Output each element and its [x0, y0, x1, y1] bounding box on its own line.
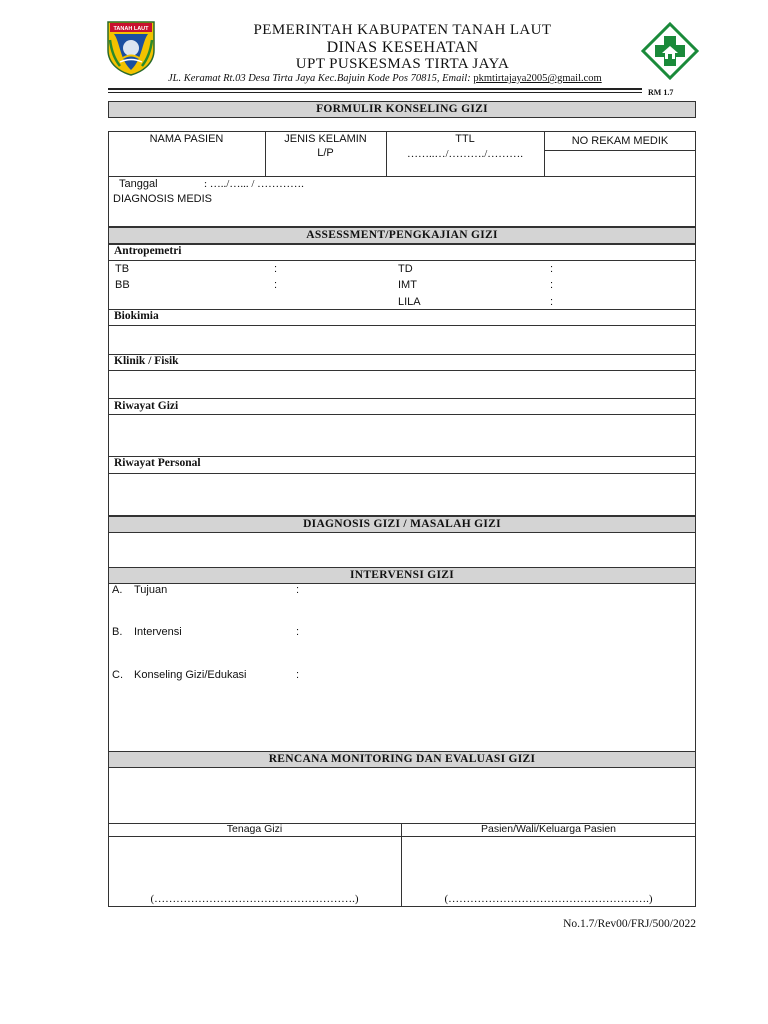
nutritionist-signature-line: (……………………………………………….) — [150, 893, 359, 905]
tb-label: TB — [115, 263, 130, 275]
nutrition-history-label: Riwayat Gizi — [114, 400, 179, 412]
nutrition-diagnosis-title: DIAGNOSIS GIZI / MASALAH GIZI — [303, 518, 501, 530]
counseling-letter: C. — [112, 669, 123, 681]
form-title-bar — [108, 101, 696, 118]
patient-signature-label: Pasien/Wali/Keluarga Pasien — [480, 823, 617, 835]
goal-colon: : — [296, 584, 300, 596]
intervention-label: Intervensi — [134, 626, 182, 638]
patient-name-label: NAMA PASIEN — [149, 133, 224, 145]
form-title: FORMULIR KONSELING GIZI — [316, 103, 488, 115]
logo-text: TANAH LAUT — [113, 26, 149, 32]
ttl-label: TTL — [455, 133, 475, 145]
email-link[interactable]: pkmtirtajaya2005@gmail.com — [473, 73, 602, 84]
header-address — [168, 73, 602, 84]
date-value: : …../…... / …………. — [204, 178, 304, 190]
intervention-section — [108, 583, 696, 752]
personal-history-label: Riwayat Personal — [114, 457, 201, 469]
ttl-value: ……..…/………./………. — [406, 148, 524, 160]
header-puskesmas: UPT PUSKESMAS TIRTA JAYA — [295, 56, 510, 72]
divider — [108, 414, 696, 415]
monitoring-title-bar — [108, 751, 696, 768]
nutritionist-signature-label: Tenaga Gizi — [226, 823, 283, 835]
tanah-laut-shield-logo — [106, 20, 156, 76]
intervention-title: INTERVENSI GIZI — [349, 569, 455, 581]
divider — [108, 176, 696, 177]
td-colon: : — [550, 263, 554, 275]
divider — [108, 836, 696, 837]
biochemistry-label: Biokimia — [114, 310, 159, 322]
tb-colon: : — [274, 263, 278, 275]
counseling-colon: : — [296, 669, 300, 681]
nutrition-diagnosis-field — [108, 532, 696, 568]
rm-code: RM 1.7 — [648, 88, 674, 97]
document-number: No.1.7/Rev00/FRJ/500/2022 — [563, 918, 696, 930]
intervention-title-bar — [108, 567, 696, 584]
medical-diagnosis-label: DIAGNOSIS MEDIS — [113, 193, 213, 205]
bb-label: BB — [115, 279, 130, 291]
divider — [108, 354, 696, 355]
header-rule-thin — [108, 92, 642, 93]
nutrition-diagnosis-title-bar — [108, 516, 696, 533]
address-text: JL. Keramat Rt.03 Desa Tirta Jaya Kec.Bajuin Kode Pos 70815, Email: — [168, 73, 474, 84]
header-rule-thick — [108, 88, 642, 90]
monitoring-section — [108, 767, 696, 907]
divider — [544, 150, 696, 151]
td-label: TD — [398, 263, 413, 275]
divider — [108, 260, 696, 261]
lila-colon: : — [550, 296, 554, 308]
lila-label: LILA — [398, 296, 421, 308]
goal-letter: A. — [112, 584, 123, 596]
counseling-label: Konseling Gizi/Edukasi — [134, 669, 247, 681]
date-label: Tanggal — [119, 178, 158, 190]
divider — [108, 398, 696, 399]
divider — [108, 473, 696, 474]
imt-colon: : — [550, 279, 554, 291]
monitoring-title: RENCANA MONITORING DAN EVALUASI GIZI — [268, 753, 536, 765]
divider — [108, 309, 696, 310]
divider — [108, 370, 696, 371]
assessment-title: ASSESSMENT/PENGKAJIAN GIZI — [306, 229, 498, 241]
gender-label: JENIS KELAMIN — [284, 133, 367, 145]
imt-label: IMT — [398, 279, 417, 291]
medical-record-label: NO REKAM MEDIK — [571, 135, 669, 147]
header-government: PEMERINTAH KABUPATEN TANAH LAUT — [253, 22, 552, 38]
assessment-title-bar — [108, 227, 696, 244]
bb-colon: : — [274, 279, 278, 291]
intervention-colon: : — [296, 626, 300, 638]
anthropometry-label: Antropemetri — [114, 245, 182, 257]
header-department: DINAS KESEHATAN — [326, 39, 479, 56]
patient-signature-line: (……………………………………………….) — [444, 893, 653, 905]
gender-value: L/P — [317, 147, 334, 159]
puskesmas-cross-logo — [641, 22, 699, 80]
divider — [108, 325, 696, 326]
goal-label: Tujuan — [134, 584, 168, 596]
clinical-physical-label: Klinik / Fisik — [114, 355, 179, 367]
intervention-letter: B. — [112, 626, 123, 638]
